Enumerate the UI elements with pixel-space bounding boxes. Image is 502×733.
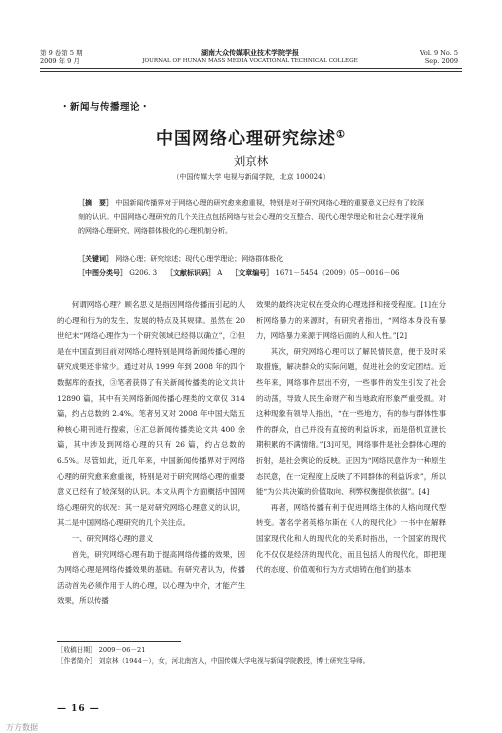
page-number: — 16 —: [57, 704, 100, 714]
article-author: 刘京林: [233, 154, 269, 168]
issue-volume: 第 9 卷第 5 期: [40, 49, 83, 57]
body-paragraph: 何谓网络心理？顾名思义是指因网络传播而引起的人的心理和行为的发生、发展的特点及其规律。虽然在 20 世纪末“网络心理作为一个研究领域已经得以确立”，②但是在中国直到目前对网络心理特别是网络新闻传播心理的研究成果还非常少。通过对从 1999 年到 2008 年的四个数据库的查找，③笔者获得了有关新闻传播类的论文共计 12890 篇，其中有关网络新闻传播心理类的文章仅 314 篇，约占总数的 2.4%。笔者另又对 2008 年中国大陆五种核心期刊进行搜索，④汇总新闻传播类论文共 400 余篇，其中涉及到网络心理的只有 26 篇，约占总数的6.5%。尽管如此，近几年来，中国新闻传播界对于网络心理的研究愈来愈重视，特别是对于研究网络心理的重要意义已经有了较深刻的认识。本文从两个方面概括中国网络心理研究的状况：其一是对研究网络心理意义的认识，其二是中国网络心理研究的几个关注点。: [57, 300, 245, 528]
section-label: ・新闻与传播理论・: [60, 102, 151, 113]
received-value: 2009－06－21: [98, 646, 146, 654]
author-bio-label: ［作者简介］: [57, 657, 97, 665]
body-paragraph: 再者，网络传播有利于促进网络主体的人格向现代型转变。著名学者英格尔斯在《人的现代化》一书中在解释国家现代化和人的现代化的关系时指出，一个国家的现代化不仅仅是经济的现代化，而且包括人的现代化，即把现代的态度、价值观和行为方式熔铸在他们的基本: [256, 502, 446, 575]
body-column-left: [57, 297, 245, 609]
author-affiliation: （中国传媒大学 电视与新闻学院，北京 100024）: [172, 173, 330, 181]
classification-line: [78, 266, 424, 280]
received-date: [57, 645, 447, 656]
keywords: [78, 252, 424, 266]
journal-name: [130, 49, 370, 65]
journal-name-en: JOURNAL OF HUNAN MASS MEDIA VOCATIONAL TECHNICAL COLLEGE: [142, 58, 358, 64]
clc-value: G206. 3: [129, 269, 158, 277]
article-id-label: ［文章编号］: [231, 268, 274, 277]
header-rule: [40, 68, 462, 69]
abstract-label: ［摘 要］: [78, 198, 114, 207]
article-title: [0, 124, 502, 149]
keywords-label: ［关键词］: [78, 254, 113, 263]
keywords-text: 网络心理；研究综述；现代心理学理论；网络群体极化: [115, 255, 284, 263]
footnote: [57, 645, 447, 667]
abstract: [78, 196, 424, 238]
body-column-right: [256, 297, 446, 578]
doc-code-label: ［文献标识码］: [166, 268, 215, 277]
section-heading: 一、研究网络心理的意义: [71, 533, 154, 543]
title-footnote-marker: ①: [336, 129, 346, 141]
author-bio-text: 刘京林（1944－），女，河北南宫人，中国传媒大学电视与新闻学院教授，博士研究生导师。: [98, 657, 370, 665]
journal-issue-en: [420, 49, 458, 65]
article-id-value: 1671－5454（2009）05－0016－06: [275, 269, 400, 277]
issue-date: 2009 年 9 月: [40, 57, 80, 65]
body-paragraph: 其次，研究网络心理可以了解民情民意，便于及时采取措施，解决群众的实际问题，促进社会的安定团结。近些年来，网络事件层出不穷，一些事件的发生引发了社会的动荡，导致人民生命财产和当地政府形象严重受损。对这种现象有领导人指出，“在一些地方，有的参与群体性事件的群众，自己并没有直接的利益诉求，而是借机宣泄长期积累的不满情绪。”[3]可见，网络事件是社会群体心理的折射，是社会舆论的反映。正因为“网络民意作为一种原生态民意，在一定程度上反映了不同群体的利益诉求”，所以能“为公共决策的价值取向、利弊权衡提供依据”。[4]: [256, 346, 446, 497]
body-paragraph: 效果的最终决定权在受众的心理选择和接受程度。[1]在分析网络暴力的来源时，有研究者指出，“网络本身没有暴力，网络暴力来源于网络后面的人和人性。”[2]: [256, 300, 446, 341]
article-title-text: 中国网络心理研究综述: [156, 129, 337, 149]
issue-date-en: Sep. 2009: [424, 57, 458, 65]
journal-issue: [40, 49, 83, 65]
doc-code-value: A: [217, 269, 223, 277]
issue-volume-en: Vol. 9 No. 5: [419, 49, 458, 57]
clc-label: ［中图分类号］: [78, 268, 127, 277]
footnote-rule: [57, 641, 181, 642]
abstract-text: 中国新闻传播界对于网络心理的研究愈来愈重视，特别是对于研究网络心理的重要意义已经有了较深刻的认识。中国网络心理研究的几个关注点包括网络与社会心理的交互整合、现代心理学理论和社会心理学视角的网络心理研究、网络群体极化的心理机制分析。: [78, 199, 424, 235]
author-bio: [57, 656, 447, 667]
header-rule-thin: [40, 71, 462, 72]
body-paragraph: 首先，研究网络心理有助于提高网络传播的效果，因为网络心理是网络传播效果的基础。有研究者认为，传播活动首先必须作用于人的心理，以心理为中介，才能产生效果，所以传播: [57, 549, 245, 606]
received-label: ［收稿日期］: [57, 646, 97, 654]
journal-name-cn: 湖南大众传媒职业技术学院学报: [201, 48, 299, 57]
watermark: 万方数据: [6, 723, 38, 732]
